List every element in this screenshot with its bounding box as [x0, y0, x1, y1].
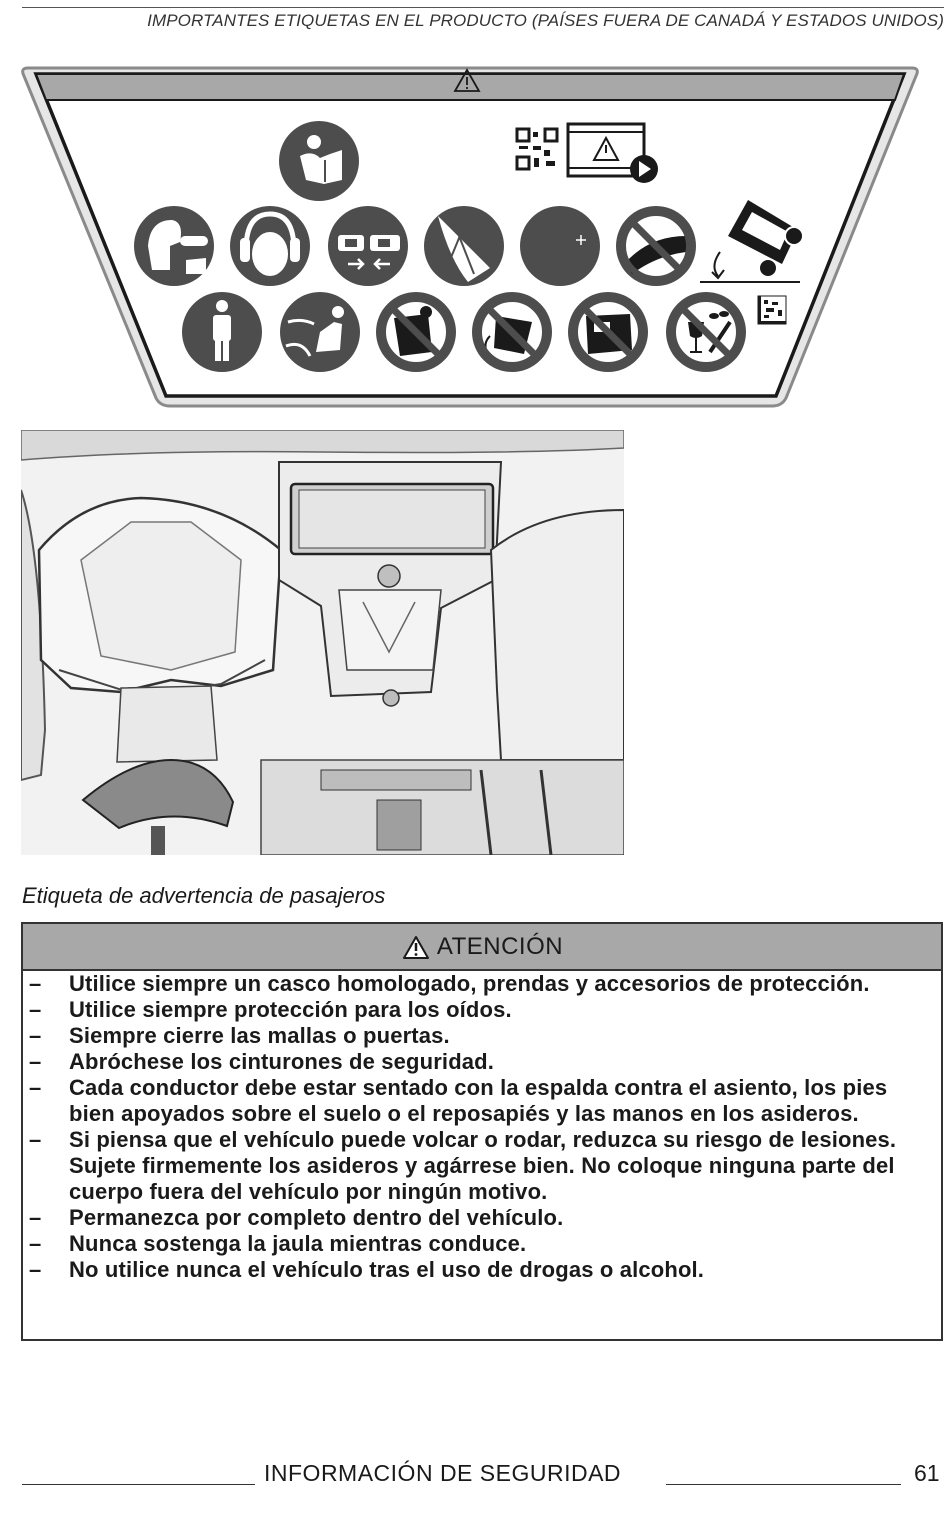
seatbelt-icon: [328, 206, 408, 286]
figure-caption: Etiqueta de advertencia de pasajeros: [22, 883, 386, 908]
warning-item-text: No utilice nunca el vehículo tras el uso de drogas o alcohol.: [69, 1257, 705, 1282]
warning-title: ATENCIÓN: [436, 932, 564, 960]
list-dash: –: [29, 1075, 42, 1100]
warning-item-text: Utilice siempre protección para los oídos.: [69, 997, 512, 1022]
warning-item-text: Siempre cierre las mallas o puertas.: [69, 1023, 450, 1048]
warning-list: [23, 971, 941, 1283]
warning-item: [23, 971, 941, 997]
warning-item-text: Abróchese los cinturones de seguridad.: [69, 1049, 495, 1074]
no-body-outside-icon: [376, 292, 456, 372]
list-dash: –: [29, 997, 42, 1022]
warning-item: [23, 997, 941, 1023]
warning-triangle-icon: [401, 934, 431, 960]
warning-box: [21, 922, 943, 1341]
no-public-roads-icon: [616, 206, 696, 286]
warning-item: [23, 1205, 941, 1231]
warning-item-text: Nunca sostenga la jaula mientras conduce.: [69, 1231, 527, 1256]
footer-rule-left: [22, 1484, 255, 1485]
age-plus-icon: [520, 206, 600, 286]
warning-item-text: Permanezca por completo dentro del vehículo.: [69, 1205, 564, 1230]
list-dash: –: [29, 1049, 42, 1074]
list-dash: –: [29, 1257, 42, 1282]
warning-item-text: Utilice siempre un casco homologado, prendas y accesorios de protección.: [69, 971, 870, 996]
helmet-goggles-gloves-icon: [134, 206, 214, 286]
no-jumping-out-icon: [472, 292, 552, 372]
datamatrix-icon: [758, 296, 786, 324]
top-rule: [22, 7, 944, 8]
adult-only-icon: [182, 292, 262, 372]
qr-code-icon: [516, 128, 558, 170]
ear-protection-icon: [230, 206, 310, 286]
list-dash: –: [29, 1205, 42, 1230]
video-warning-icon: [568, 124, 658, 183]
warning-item: [23, 1231, 941, 1257]
warning-item: [23, 1049, 941, 1075]
read-manual-icon: [279, 121, 359, 201]
list-dash: –: [29, 971, 42, 996]
warning-item: [23, 1127, 941, 1205]
footer-section-title: INFORMACIÓN DE SEGURIDAD: [264, 1460, 622, 1486]
list-dash: –: [29, 1023, 42, 1048]
vehicle-interior-photo: [21, 430, 624, 855]
restraint-net-icon: [424, 206, 504, 286]
page-header-title: IMPORTANTES ETIQUETAS EN EL PRODUCTO (PAÍSES FUERA DE CANADÁ Y ESTADOS UNIDOS): [147, 11, 944, 30]
warning-item: [23, 1257, 941, 1283]
list-dash: –: [29, 1231, 42, 1256]
warning-header: [23, 924, 941, 971]
seated-passenger-icon: [280, 292, 360, 372]
list-dash: –: [29, 1127, 42, 1152]
warning-item-text: Cada conductor debe estar sentado con la espalda contra el asiento, los pies bien apoyados sobre el suelo o el reposapiés y las manos en los asideros.: [69, 1075, 888, 1126]
warning-item: [23, 1075, 941, 1127]
warning-label-illustration: [20, 60, 920, 410]
warning-item: [23, 1023, 941, 1049]
no-holding-cage-icon: [568, 292, 648, 372]
footer-rule-right: [666, 1484, 901, 1485]
no-drugs-alcohol-icon: [666, 292, 746, 372]
warning-item-text: Si piensa que el vehículo puede volcar o rodar, reduzca su riesgo de lesiones. Sujete firmemente los asideros y agárrese bien. No coloque ninguna parte del cuerpo fuera del vehículo por ningún motivo.: [69, 1127, 897, 1204]
page-number: 61: [914, 1460, 940, 1486]
